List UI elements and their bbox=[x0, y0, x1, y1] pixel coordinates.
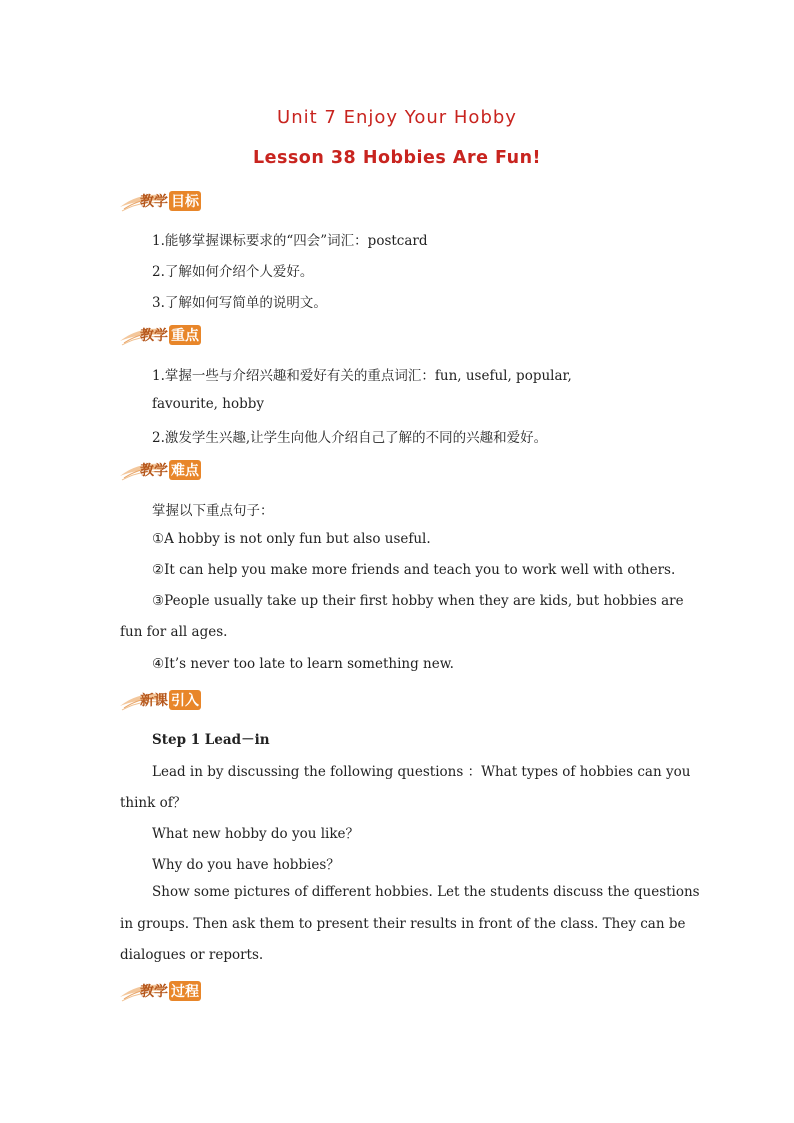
unit-title: Unit 7 Enjoy Your Hobby bbox=[277, 107, 517, 128]
objective-line-1: 1.能够掌握课标要求的“四会”词汇：postcard bbox=[152, 233, 428, 249]
key-point-line-2: favourite, hobby bbox=[152, 396, 264, 412]
tag-label-1: 教学 bbox=[140, 984, 168, 1000]
intro-line-3: What new hobby do you like？ bbox=[152, 826, 359, 842]
difficulty-line-6: ④It’s never too late to learn something new. bbox=[152, 656, 454, 672]
objective-line-3: 3.了解如何写简单的说明文。 bbox=[152, 295, 327, 311]
tag-label-2: 难点 bbox=[169, 460, 201, 480]
difficulty-line-5: fun for all ages. bbox=[120, 624, 228, 640]
intro-line-7: dialogues or reports. bbox=[120, 947, 264, 963]
intro-line-6: in groups. Then ask them to present their results in front of the class. They can be bbox=[120, 916, 686, 932]
section-tag-objectives bbox=[118, 187, 228, 213]
tag-label-1: 新课 bbox=[140, 693, 168, 709]
tag-label-2: 过程 bbox=[169, 981, 201, 1001]
difficulty-line-3: ②It can help you make more friends and teach you to work well with others. bbox=[152, 562, 676, 578]
difficulty-line-2: ①A hobby is not only fun but also useful. bbox=[152, 531, 431, 547]
objective-line-2: 2.了解如何介绍个人爱好。 bbox=[152, 264, 314, 280]
tag-label-1: 教学 bbox=[140, 328, 168, 344]
intro-line-2: think of？ bbox=[120, 795, 187, 811]
section-tag-process bbox=[118, 977, 228, 1003]
tag-label-2: 目标 bbox=[169, 191, 201, 211]
section-tag-difficulties bbox=[118, 456, 228, 482]
difficulty-line-4: ③People usually take up their first hobby when they are kids, but hobbies are bbox=[152, 593, 684, 609]
tag-label-1: 教学 bbox=[140, 194, 168, 210]
key-point-line-3: 2.激发学生兴趣,让学生向他人介绍自己了解的不同的兴趣和爱好。 bbox=[152, 430, 548, 446]
tag-label-2: 引入 bbox=[169, 690, 201, 710]
difficulty-line-1: 掌握以下重点句子： bbox=[152, 503, 274, 519]
intro-line-5: Show some pictures of different hobbies. Let the students discuss the questions bbox=[152, 884, 700, 900]
tag-label-1: 教学 bbox=[140, 463, 168, 479]
intro-line-1: Lead in by discussing the following questions ：What types of hobbies can you bbox=[152, 764, 691, 780]
section-tag-key-points bbox=[118, 321, 228, 347]
intro-line-4: Why do you have hobbies？ bbox=[152, 857, 340, 873]
section-tag-intro bbox=[118, 686, 228, 712]
key-point-line-1: 1.掌握一些与介绍兴趣和爱好有关的重点词汇：fun, useful, popular, bbox=[152, 368, 572, 384]
step-heading: Step 1 Lead－in bbox=[152, 732, 270, 748]
tag-label-2: 重点 bbox=[169, 325, 201, 345]
lesson-title: Lesson 38 Hobbies Are Fun! bbox=[252, 148, 542, 168]
